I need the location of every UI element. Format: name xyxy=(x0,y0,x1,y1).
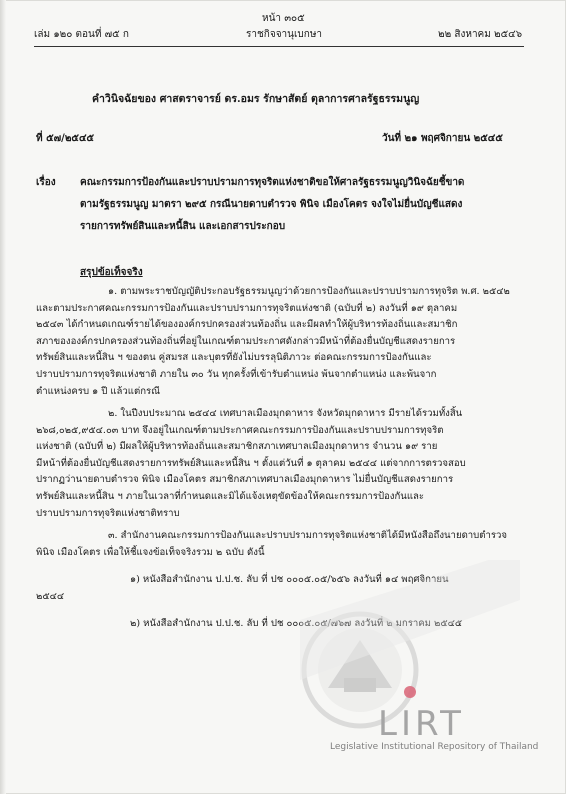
subject-line-3: รายการทรัพย์สินและหนี้สิน และเอกสารประกอบ xyxy=(80,221,286,232)
header-divider xyxy=(34,46,524,47)
paragraph-line: ปรากฏว่านายดาบตำรวจ พินิจ เมืองโคตร สมาชิกสภาเทศบาลเมืองมุกดาหาร ไม่ยื่นบัญชีแสดงรายการ xyxy=(36,474,454,486)
lirt-org-name: Legislative Institutional Repository of Thailand xyxy=(330,742,539,752)
paragraph-line: มีหน้าที่ต้องยื่นบัญชีแสดงรายการทรัพย์สินและหนี้สิน ฯ ตั้งแต่วันที่ ๑ ตุลาคม ๒๕๔๔ แต่จากการตรวจสอบ xyxy=(36,457,466,469)
scan-edge xyxy=(0,0,6,794)
list-item-line: ๑) หนังสือสำนักงาน ป.ป.ช. ลับ ที่ ปช ๐๐๐๕.๐๕/๖๕๖ ลงวันที่ ๑๔ พฤศจิกายน xyxy=(130,574,449,585)
paragraph-line: ๒๖๘,๐๒๕,๙๕๔.๐๓ บาท จึงอยู่ในเกณฑ์ตามประกาศคณะกรรมการป้องกันและปราบปรามการทุจริต xyxy=(36,424,444,436)
page-number: หน้า ๓๐๕ xyxy=(262,13,305,24)
paragraph-line: ปราบปรามการทุจริตแห่งชาติทราบ xyxy=(36,507,180,519)
paragraph-line: สภาขององค์กรปกครองส่วนท้องถิ่นที่อยู่ในเกณฑ์ตามประกาศดังกล่าวมีหน้าที่ต้องยื่นบัญชีแสดงรายการ xyxy=(36,335,456,347)
paragraph-1 xyxy=(36,284,522,400)
reference-number: ที่ ๕๗/๒๕๔๕ xyxy=(36,133,95,144)
paragraph-line: ๒. ในปีงบประมาณ ๒๕๔๔ เทศบาลเมืองมุกดาหาร จังหวัดมุกดาหาร มีรายได้รวมทั้งสิ้น xyxy=(108,408,463,419)
list-item-line: ๒) หนังสือสำนักงาน ป.ป.ช. ลับ ที่ ปช ๐๐๐๕.๐๕/๗๖๗ ลงวันที่ ๒ มกราคม ๒๕๔๕ xyxy=(130,618,463,629)
section-heading: สรุปข้อเท็จจริง xyxy=(80,267,143,278)
subject-label: เรื่อง xyxy=(36,177,56,188)
paragraph-line: แห่งชาติ (ฉบับที่ ๒) มีผลให้ผู้บริหารท้องถิ่นและสมาชิกสภาเทศบาลเมืองมุกดาหาร จำนวน ๑๙ ราย xyxy=(36,441,438,453)
paragraph-3 xyxy=(36,528,522,561)
paragraph-line: ปราบปรามการทุจริตแห่งชาติ ภายใน ๓๐ วัน ทุกครั้งที่เข้ารับตำแหน่ง พ้นจากตำแหน่ง และพ้นจาก xyxy=(36,368,437,380)
list-item-line: ๒๕๔๔ xyxy=(36,590,65,602)
paragraph-line: ๑. ตามพระราชบัญญัติประกอบรัฐธรรมนูญว่าด้วยการป้องกันและปราบปรามการทุจริต พ.ศ. ๒๕๔๒ xyxy=(108,286,510,297)
paragraph-2 xyxy=(36,406,522,522)
paragraph-line: ๓. สำนักงานคณะกรรมการป้องกันและปราบปรามการทุจริตแห่งชาติได้มีหนังสือถึงนายดาบตำรวจ xyxy=(108,530,508,541)
paragraph-line: ๒๕๔๓ ได้กำหนดเกณฑ์รายได้ขององค์กรปกครองส่วนท้องถิ่น และมีผลทำให้ผู้บริหารท้องถิ่นและสมาชิก xyxy=(36,319,458,331)
volume-info: เล่ม ๑๒๐ ตอนที่ ๗๕ ก xyxy=(34,29,129,40)
document-title: คำวินิจฉัยของ ศาสตราจารย์ ดร.อมร รักษาสัตย์ ตุลาการศาลรัฐธรรมนูญ xyxy=(92,93,420,105)
paragraph-line: ทรัพย์สินและหนี้สิน ฯ ของตน คู่สมรส และบุตรที่ยังไม่บรรลุนิติภาวะ ต่อคณะกรรมการป้องกันและ xyxy=(36,352,432,364)
paragraph-line: ทรัพย์สินและหนี้สิน ฯ ภายในเวลาที่กำหนดและมิได้แจ้งเหตุขัดข้องให้คณะกรรมการป้องกันและ xyxy=(36,490,425,502)
paragraph-line: ตำแหน่งครบ ๑ ปี แล้วแต่กรณี xyxy=(36,385,161,397)
subject-line-2: ตามรัฐธรรมนูญ มาตรา ๒๙๕ กรณีนายดาบตำรวจ พินิจ เมืองโคตร จงใจไม่ยื่นบัญชีแสดง xyxy=(80,199,463,210)
subject-line-1: คณะกรรมการป้องกันและปราบปรามการทุจริตแห่งชาติขอให้ศาลรัฐธรรมนูญวินิจฉัยชี้ขาด xyxy=(80,177,465,188)
paragraph-line: พินิจ เมืองโคตร เพื่อให้ชี้แจงข้อเท็จจริงรวม ๒ ฉบับ ดังนี้ xyxy=(36,546,265,558)
paragraph-line: และตามประกาศคณะกรรมการป้องกันและปราบปรามการทุจริตแห่งชาติ (ฉบับที่ ๒) ลงวันที่ ๑๙ ตุลาคม xyxy=(36,302,458,314)
reference-date: วันที่ ๒๑ พฤศจิกายน ๒๕๔๕ xyxy=(382,133,503,144)
lirt-logo-text: LIRT xyxy=(378,704,465,744)
gazette-name: ราชกิจจานุเบกษา xyxy=(246,29,323,40)
gazette-date: ๒๒ สิงหาคม ๒๕๔๖ xyxy=(438,29,523,40)
